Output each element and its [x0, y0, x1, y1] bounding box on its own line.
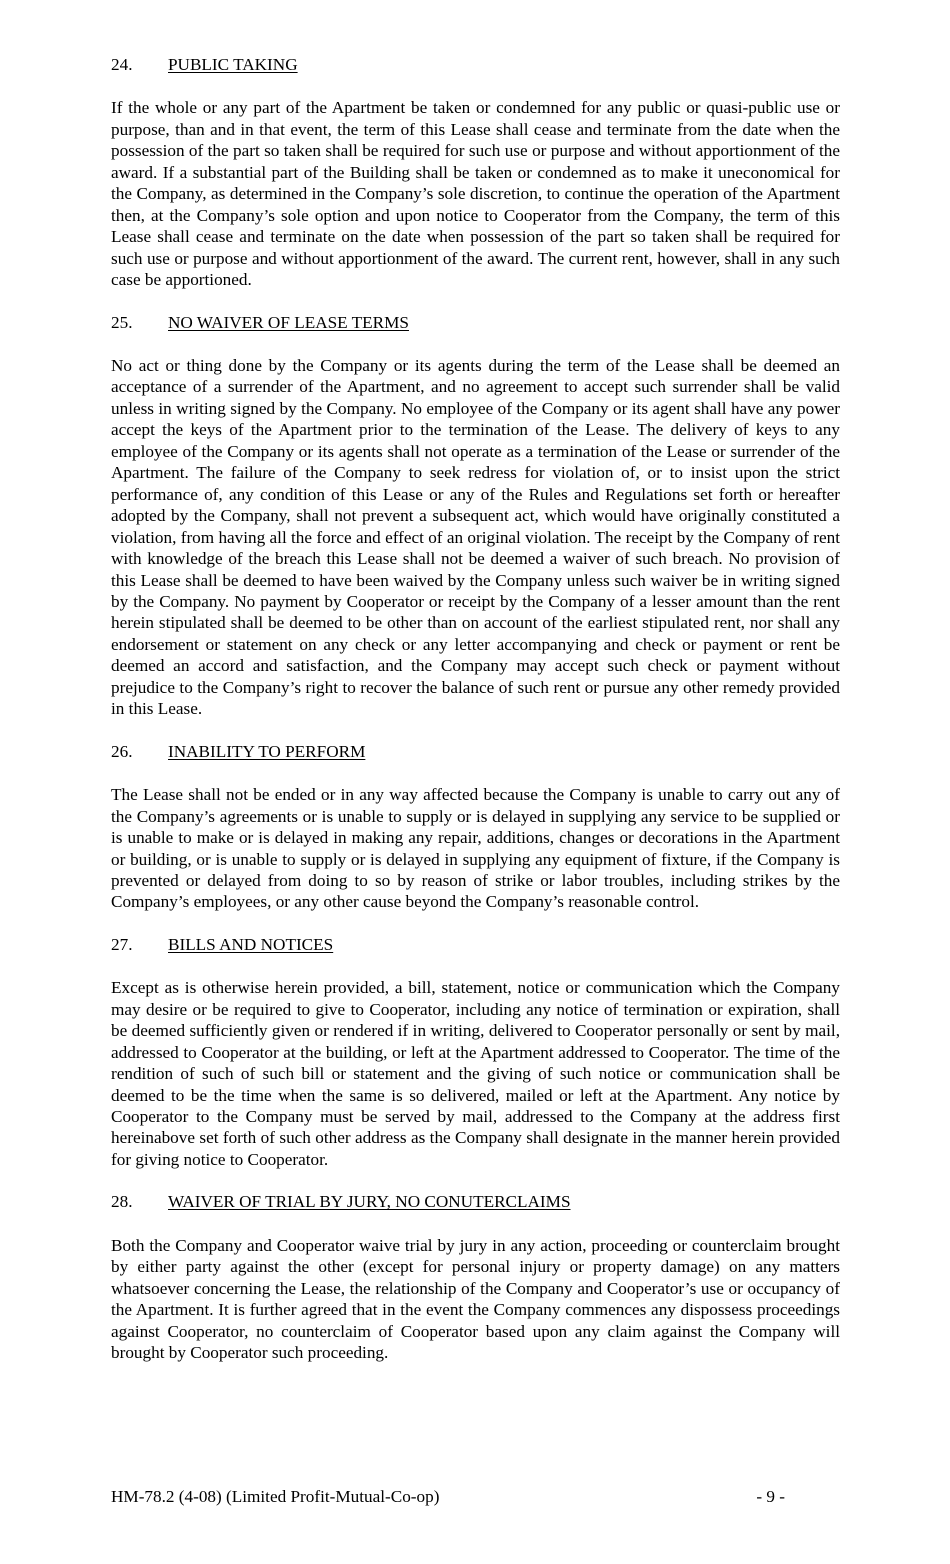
section-body: If the whole or any part of the Apartment be taken or condemned for any public or quasi-public use or purpose, than and in that event, the term of this Lease shall cease and terminate from the date when the possession of the part so taken shall be required for such use or purpose and without apportionment of the award. If a substantial part of the Building shall be taken or condemned as to make it uneconomical for the Company, as determined in the Company’s sole discretion, to continue the operation of the Apartment then, at the Company’s sole option and upon notice to Cooperator from the Company, the term of this Lease shall cease and terminate on the date when possession of the part so taken shall be required for such use or purpose and without apportionment of the award. The current rent, however, shall in any such case be apportioned. [111, 98, 840, 290]
section-public-taking [111, 54, 840, 291]
page-number: - 9 - [756, 1487, 785, 1506]
section-number: 25. [111, 312, 133, 332]
section-body: No act or thing done by the Company or its agents during the term of the Lease shall be deemed an acceptance of a surrender of the Apartment, and no agreement to accept such surrender shall be valid unless in writing signed by the Company. No employee of the Company or its agent shall have any power accept the keys of the Apartment prior to the termination of the Lease. The delivery of keys to any employee of the Company or its agents shall not operate as a termination of the Lease or surrender of the Apartment. The failure of the Company to seek redress for violation of, or to insist upon the strict performance of, any condition of this Lease or any of the Rules and Regulations set forth or hereafter adopted by the Company, shall not prevent a subsequent act, which would have originally constituted a violation, from having all the force and effect of an original violation. The receipt by the Company of rent with knowledge of the breach this Lease shall not be deemed a waiver of such breach. No provision of this Lease shall be deemed to have been waived by the Company unless such waiver be in writing signed by the Company. No payment by Cooperator or receipt by the Company of a lesser amount than the rent herein stipulated shall be deemed to be other than on account of the earliest stipulated rent, nor shall any endorsement or statement on any check or any letter accompanying and check or payment or rent be deemed an accord and satisfaction, and the Company may accept such check or payment without prejudice to the Company’s right to recover the balance of such rent or pursue any other remedy provided in this Lease. [111, 355, 840, 719]
section-body: Except as is otherwise herein provided, a bill, statement, notice or communication which the Company may desire or be required to give to Cooperator, including any notice of termination or expiration, shall be deemed sufficiently given or rendered if in writing, delivered to Cooperator personally or sent by mail, addressed to Cooperator at the building, or left at the Apartment addressed to Cooperator. The time of the rendition of such of such bill or statement and the giving of such notice or communication shall be deemed to be the time when the same is so delivered, mailed or left at the Apartment. Any notice by Cooperator to the Company must be served by mail, addressed to the Company at the address first hereinabove set forth of such other address as the Company shall designate in the manner herein provided for giving notice to Cooperator. [111, 978, 840, 1169]
section-heading [111, 312, 840, 333]
section-number: 28. [111, 1192, 133, 1212]
form-identifier: HM-78.2 (4-08) (Limited Profit-Mutual-Co-op) [111, 1487, 440, 1506]
section-heading [111, 1191, 840, 1212]
section-heading [111, 741, 840, 762]
section-number: 27. [111, 934, 133, 954]
section-bills-and-notices [111, 934, 840, 1171]
section-heading [111, 934, 840, 955]
section-title: INABILITY TO PERFORM [168, 741, 366, 761]
section-body: Both the Company and Cooperator waive trial by jury in any action, proceeding or counterclaim brought by either party against the other (except for personal injury or property damage) on any matters whatsoever concerning the Lease, the relationship of the Company and Cooperator’s use or occupancy of the Apartment. It is further agreed that in the event the Company commences any dispossess proceedings against Cooperator, no counterclaim of Cooperator based upon any claim against the Company will brought by Cooperator such proceeding. [111, 1235, 840, 1363]
page-footer [111, 1487, 785, 1507]
section-body: The Lease shall not be ended or in any way affected because the Company is unable to carry out any of the Company’s agreements or is unable to supply or is delayed in supplying any service to be supplied or is unable to make or is delayed in making any repair, additions, changes or decorations in the Apartment or building, or is unable to supply or is delayed in supplying any equipment of fixture, if the Company is prevented or delayed from doing to so by reason of strike or labor troubles, including strikes by the Company’s employees, or any other cause beyond the Company’s reasonable control. [111, 785, 840, 912]
section-number: 26. [111, 741, 133, 761]
section-inability-to-perform [111, 741, 840, 913]
section-title: NO WAIVER OF LEASE TERMS [168, 312, 409, 332]
section-no-waiver [111, 312, 840, 720]
section-heading [111, 54, 840, 75]
section-number: 24. [111, 55, 133, 74]
section-waiver-of-trial [111, 1191, 840, 1363]
section-title: PUBLIC TAKING [168, 55, 298, 74]
section-title: WAIVER OF TRIAL BY JURY, NO CONUTERCLAIMS [168, 1192, 571, 1212]
section-title: BILLS AND NOTICES [168, 934, 334, 954]
document-page [111, 54, 840, 1385]
